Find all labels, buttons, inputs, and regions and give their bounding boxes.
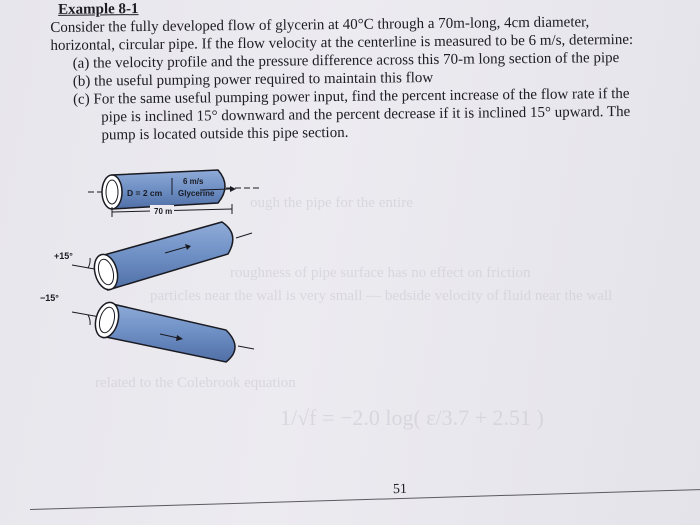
diameter-label: D = 2 cm — [127, 188, 163, 198]
question-text-continued: pipe is inclined 15° downward and the percent decrease if it is inclined 15° upward. The — [101, 103, 631, 126]
question-label: (a) — [72, 55, 90, 72]
question-text: For the same useful pumping power input, find the percent increase of the flow rate if the — [93, 85, 630, 108]
pipe-body — [104, 222, 233, 290]
pipe-body — [106, 303, 235, 362]
angle-arc — [88, 315, 90, 325]
bleed-through-text: 1/√f = −2.0 log( ε/3.7 + 2.51 ) — [280, 405, 544, 430]
question-text-continued: pump is located outside this pipe section. — [101, 124, 349, 144]
flow-arrowhead — [230, 186, 236, 192]
angle-up-label: +15° — [54, 251, 73, 261]
question-text: the useful pumping power required to maintain this flow — [94, 69, 434, 90]
bleed-through-text: particles near the wall is very small — bedside velocity of fluid near the wall — [150, 288, 613, 304]
example-heading: Example 8-1 — [57, 1, 139, 18]
upward-inclined-pipe — [54, 222, 252, 292]
horizontal-pipe — [88, 170, 262, 217]
downward-inclined-pipe — [40, 293, 254, 362]
centerline — [236, 233, 252, 238]
reference-line — [72, 312, 100, 317]
angle-down-label: −15° — [40, 293, 59, 303]
question-label: (c) — [72, 91, 90, 108]
problem-intro-line-2: horizontal, circular pipe. If the flow velocity at the centerline is measured to be 6 m/s, determine: — [50, 31, 634, 54]
bleed-through-text: ough the pipe for the entire — [250, 195, 413, 211]
question-text: the velocity profile and the pressure difference across this 70-m long section of the pipe — [92, 50, 620, 72]
bleed-through-text: roughness of pipe surface has no effect on friction — [230, 265, 531, 281]
angle-arc — [88, 258, 90, 268]
velocity-label: 6 m/s — [183, 177, 204, 186]
page-number: 51 — [392, 481, 408, 498]
centerline — [238, 346, 254, 349]
length-label: 70 m — [154, 207, 173, 216]
fluid-label: Glycerine — [178, 189, 215, 198]
question-label: (b) — [72, 73, 91, 90]
bleed-through-text: related to the Colebrook equation — [95, 375, 296, 391]
problem-intro-line-1: Consider the fully developed flow of glycerin at 40°C through a 70m-long, 4cm diameter, — [50, 14, 590, 36]
